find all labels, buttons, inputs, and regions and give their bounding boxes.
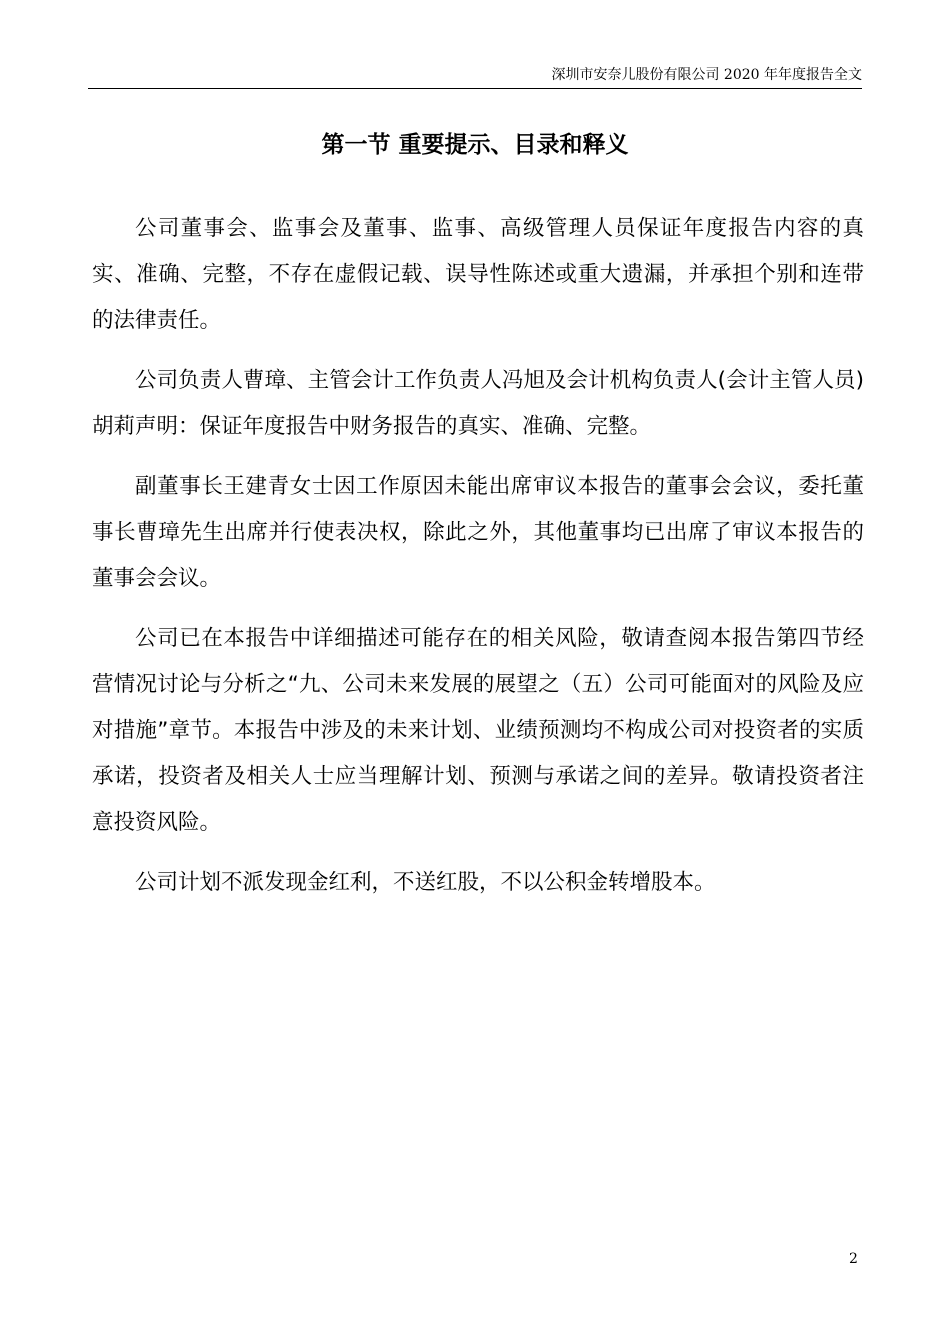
section-title: 第一节 重要提示、目录和释义	[321, 132, 629, 158]
paragraph-risk-notice: 公司已在本报告中详细描述可能存在的相关风险，敬请查阅本报告第四节经营情况讨论与分析之“九、公司未来发展的展望之（五）公司可能面对的风险及应对措施”章节。本报告中涉及的未来计划、业绩预测均不构成公司对投资者的实质承诺，投资者及相关人士应当理解计划、预测与承诺之间的差异。敬请投资者注意投资风险。	[92, 626, 864, 835]
page-number: 2	[849, 1251, 858, 1267]
page-header	[88, 60, 862, 89]
paragraph-dividend-plan: 公司计划不派发现金红利，不送红股，不以公积金转增股本。	[135, 870, 716, 895]
header-text: 深圳市安奈儿股份有限公司 2020 年年度报告全文	[551, 67, 862, 83]
paragraph-board-attendance: 副董事长王建青女士因工作原因未能出席审议本报告的董事会会议，委托董事长曹璋先生出席并行使表决权，除此之外，其他董事均已出席了审议本报告的董事会会议。	[92, 474, 864, 591]
body-text	[92, 206, 864, 920]
paragraph-responsibility-statement: 公司董事会、监事会及董事、监事、高级管理人员保证年度报告内容的真实、准确、完整，不存在虚假记载、误导性陈述或重大遗漏，并承担个别和连带的法律责任。	[92, 216, 864, 333]
paragraph-financial-declaration: 公司负责人曹璋、主管会计工作负责人冯旭及会计机构负责人(会计主管人员)胡莉声明：保证年度报告中财务报告的真实、准确、完整。	[92, 368, 864, 439]
